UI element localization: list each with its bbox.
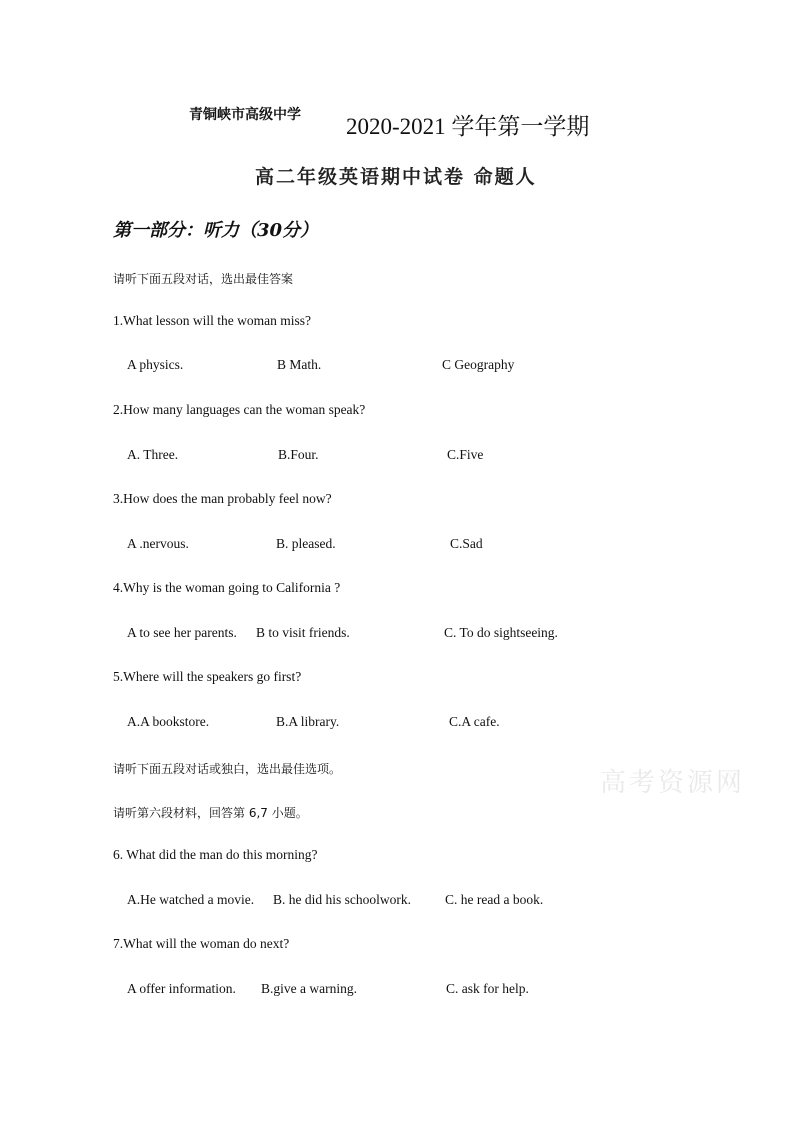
question-3: 3.How does the man probably feel now? [113, 491, 332, 506]
instruction-part2: 请听下面五段对话或独白，选出最佳选项。 [113, 762, 342, 776]
question-7-option-c: C. ask for help. [446, 981, 529, 996]
question-6-option-c: C. he read a book. [445, 892, 544, 907]
question-6-option-a: A.He watched a movie. [127, 892, 255, 907]
question-6-option-b: B. he did his schoolwork. [273, 892, 411, 907]
question-1-option-a: A physics. [127, 357, 184, 372]
question-5-option-a: A.A bookstore. [127, 714, 210, 729]
question-5-option-c: C.A cafe. [449, 714, 500, 729]
question-3-option-b: B. pleased. [276, 536, 336, 551]
question-2-option-b: B.Four. [278, 447, 319, 462]
section-title: 第一部分：听力（30分） [113, 220, 319, 241]
question-7: 7.What will the woman do next? [113, 936, 290, 951]
question-4-option-b: B to visit friends. [256, 625, 350, 640]
question-4: 4.Why is the woman going to California ? [113, 580, 341, 595]
question-7-option-a: A offer information. [127, 981, 236, 996]
question-2-option-c: C.Five [447, 447, 484, 462]
question-4-option-c: C. To do sightseeing. [444, 625, 558, 640]
question-2: 2.How many languages can the woman speak? [113, 402, 366, 417]
question-2-option-a: A. Three. [127, 447, 179, 462]
watermark: 高考资源网 [600, 768, 746, 798]
question-6: 6. What did the man do this morning? [113, 847, 318, 862]
exam-subtitle: 高二年级英语期中试卷 命题人 [255, 166, 537, 188]
question-3-option-a: A .nervous. [127, 536, 189, 551]
question-7-option-b: B.give a warning. [261, 981, 357, 996]
instruction-part2-sub: 请听第六段材料，回答第 6,7 小题。 [113, 806, 308, 820]
instruction-part1: 请听下面五段对话，选出最佳答案 [113, 272, 294, 286]
question-1-option-c: C Geography [442, 357, 515, 372]
question-4-option-a: A to see her parents. [127, 625, 237, 640]
term-title: 2020-2021 学年第一学期 [346, 114, 590, 139]
question-5-option-b: B.A library. [276, 714, 340, 729]
school-name: 青铜峡市高级中学 [189, 107, 301, 123]
question-1: 1.What lesson will the woman miss? [113, 313, 311, 328]
exam-subtitle-clip [255, 160, 575, 188]
question-3-option-c: C.Sad [450, 536, 483, 551]
question-1-option-b: B Math. [277, 357, 322, 372]
question-5: 5.Where will the speakers go first? [113, 669, 302, 684]
